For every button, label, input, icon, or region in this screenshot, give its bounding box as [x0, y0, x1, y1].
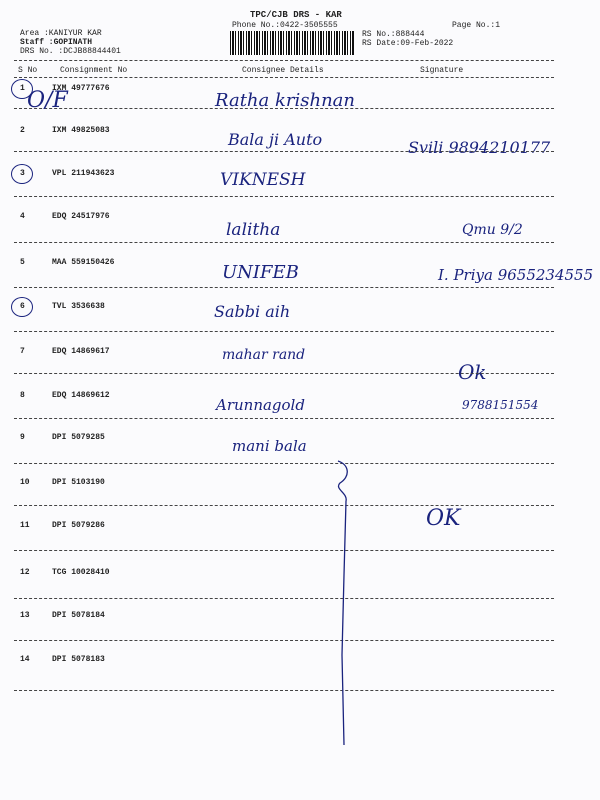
col-header-signature: Signature: [420, 66, 464, 75]
row-consignment-number: DPI 5103190: [52, 478, 105, 487]
row-serial-number: 2: [20, 126, 25, 135]
row-divider: [14, 108, 554, 109]
row-consignment-number: IXM 49777676: [52, 84, 110, 93]
header-divider: [14, 60, 554, 61]
serial-circle-mark: [11, 297, 33, 317]
row-consignee-handwriting: mahar rand: [222, 347, 306, 363]
col-header-consignment: Consignment No: [60, 66, 128, 75]
row-consignment-number: TCG 10028410: [52, 568, 110, 577]
row-signature-handwriting: Qmu 9/2: [462, 222, 523, 238]
phone-number: Phone No.:0422-3505555: [232, 21, 338, 30]
rs-date: RS Date:09-Feb-2022: [362, 39, 454, 48]
rs-number: RS No.:888444: [362, 30, 425, 39]
row-serial-number: 13: [20, 611, 30, 620]
row-serial-number: 4: [20, 212, 25, 221]
handwritten-line: [320, 455, 360, 755]
row-consignee-handwriting: mani bala: [232, 437, 307, 455]
column-header-divider: [14, 77, 554, 78]
row-consignment-number: EDQ 14869612: [52, 391, 110, 400]
row-serial-number: 12: [20, 568, 30, 577]
row-divider: [14, 287, 554, 288]
row-consignee-handwriting: Arunnagold: [216, 396, 305, 414]
row-consignee-handwriting: UNIFEB: [222, 262, 299, 283]
row-consignee-handwriting: Bala ji Auto: [228, 130, 323, 149]
row-consignment-number: DPI 5079285: [52, 433, 105, 442]
drs-number: DRS No. :DCJB88844401: [20, 47, 121, 56]
row-divider: [14, 463, 554, 464]
row-serial-number: 6: [20, 302, 25, 311]
row-divider: [14, 418, 554, 419]
page-number: Page No.:1: [452, 21, 501, 30]
row-consignment-number: DPI 5078184: [52, 611, 105, 620]
row-consignee-handwriting: VIKNESH: [220, 170, 306, 190]
row-divider: [14, 151, 554, 152]
row-divider: [14, 242, 554, 243]
staff-label: Staff :GOPINATH: [20, 38, 93, 47]
row-consignment-number: TVL 3536638: [52, 302, 105, 311]
row-signature-handwriting: OK: [426, 506, 461, 531]
row-consignment-number: DPI 5079286: [52, 521, 105, 530]
row-divider: [14, 640, 554, 641]
row-consignee-handwriting: Ratha krishnan: [215, 90, 355, 111]
row-divider: [14, 550, 554, 551]
row-serial-number: 3: [20, 169, 25, 178]
row-consignment-number: DPI 5078183: [52, 655, 105, 664]
row-serial-number: 11: [20, 521, 30, 530]
area-label: Area :KANIYUR KAR: [20, 29, 102, 38]
col-header-sno: S No: [18, 66, 38, 75]
row-serial-number: 8: [20, 391, 25, 400]
row-serial-number: 7: [20, 347, 25, 356]
row-signature-handwriting: Svili 9894210177: [408, 138, 551, 157]
row-divider: [14, 505, 554, 506]
row-serial-number: 1: [20, 84, 25, 93]
col-header-consignee: Consignee Details: [242, 66, 324, 75]
row-serial-number: 10: [20, 478, 30, 487]
document-title: TPC/CJB DRS - KAR: [250, 10, 342, 20]
barcode-image: [230, 31, 354, 55]
row-divider: [14, 196, 554, 197]
row-consignment-number: IXM 49825083: [52, 126, 110, 135]
row-divider: [14, 598, 554, 599]
row-consignment-number: EDQ 14869617: [52, 347, 110, 356]
serial-circle-mark: [11, 164, 33, 184]
row-divider: [14, 331, 554, 332]
row-consignment-number: VPL 211943623: [52, 169, 115, 178]
row-signature-handwriting: Ok: [458, 360, 487, 384]
row-consignment-number: MAA 559150426: [52, 258, 115, 267]
row-consignee-handwriting: lalitha: [226, 220, 281, 240]
row-signature-handwriting: 9788151554: [462, 398, 539, 412]
row-serial-number: 14: [20, 655, 30, 664]
row-serial-number: 5: [20, 258, 25, 267]
row-consignee-handwriting: Sabbi aih: [214, 302, 291, 321]
row-serial-number: 9: [20, 433, 25, 442]
ofd-handwritten-mark: O/F: [27, 88, 68, 113]
row-divider: [14, 373, 554, 374]
row-divider: [14, 690, 554, 691]
row-consignment-number: EDQ 24517976: [52, 212, 110, 221]
row-signature-handwriting: I. Priya 9655234555: [438, 266, 594, 284]
